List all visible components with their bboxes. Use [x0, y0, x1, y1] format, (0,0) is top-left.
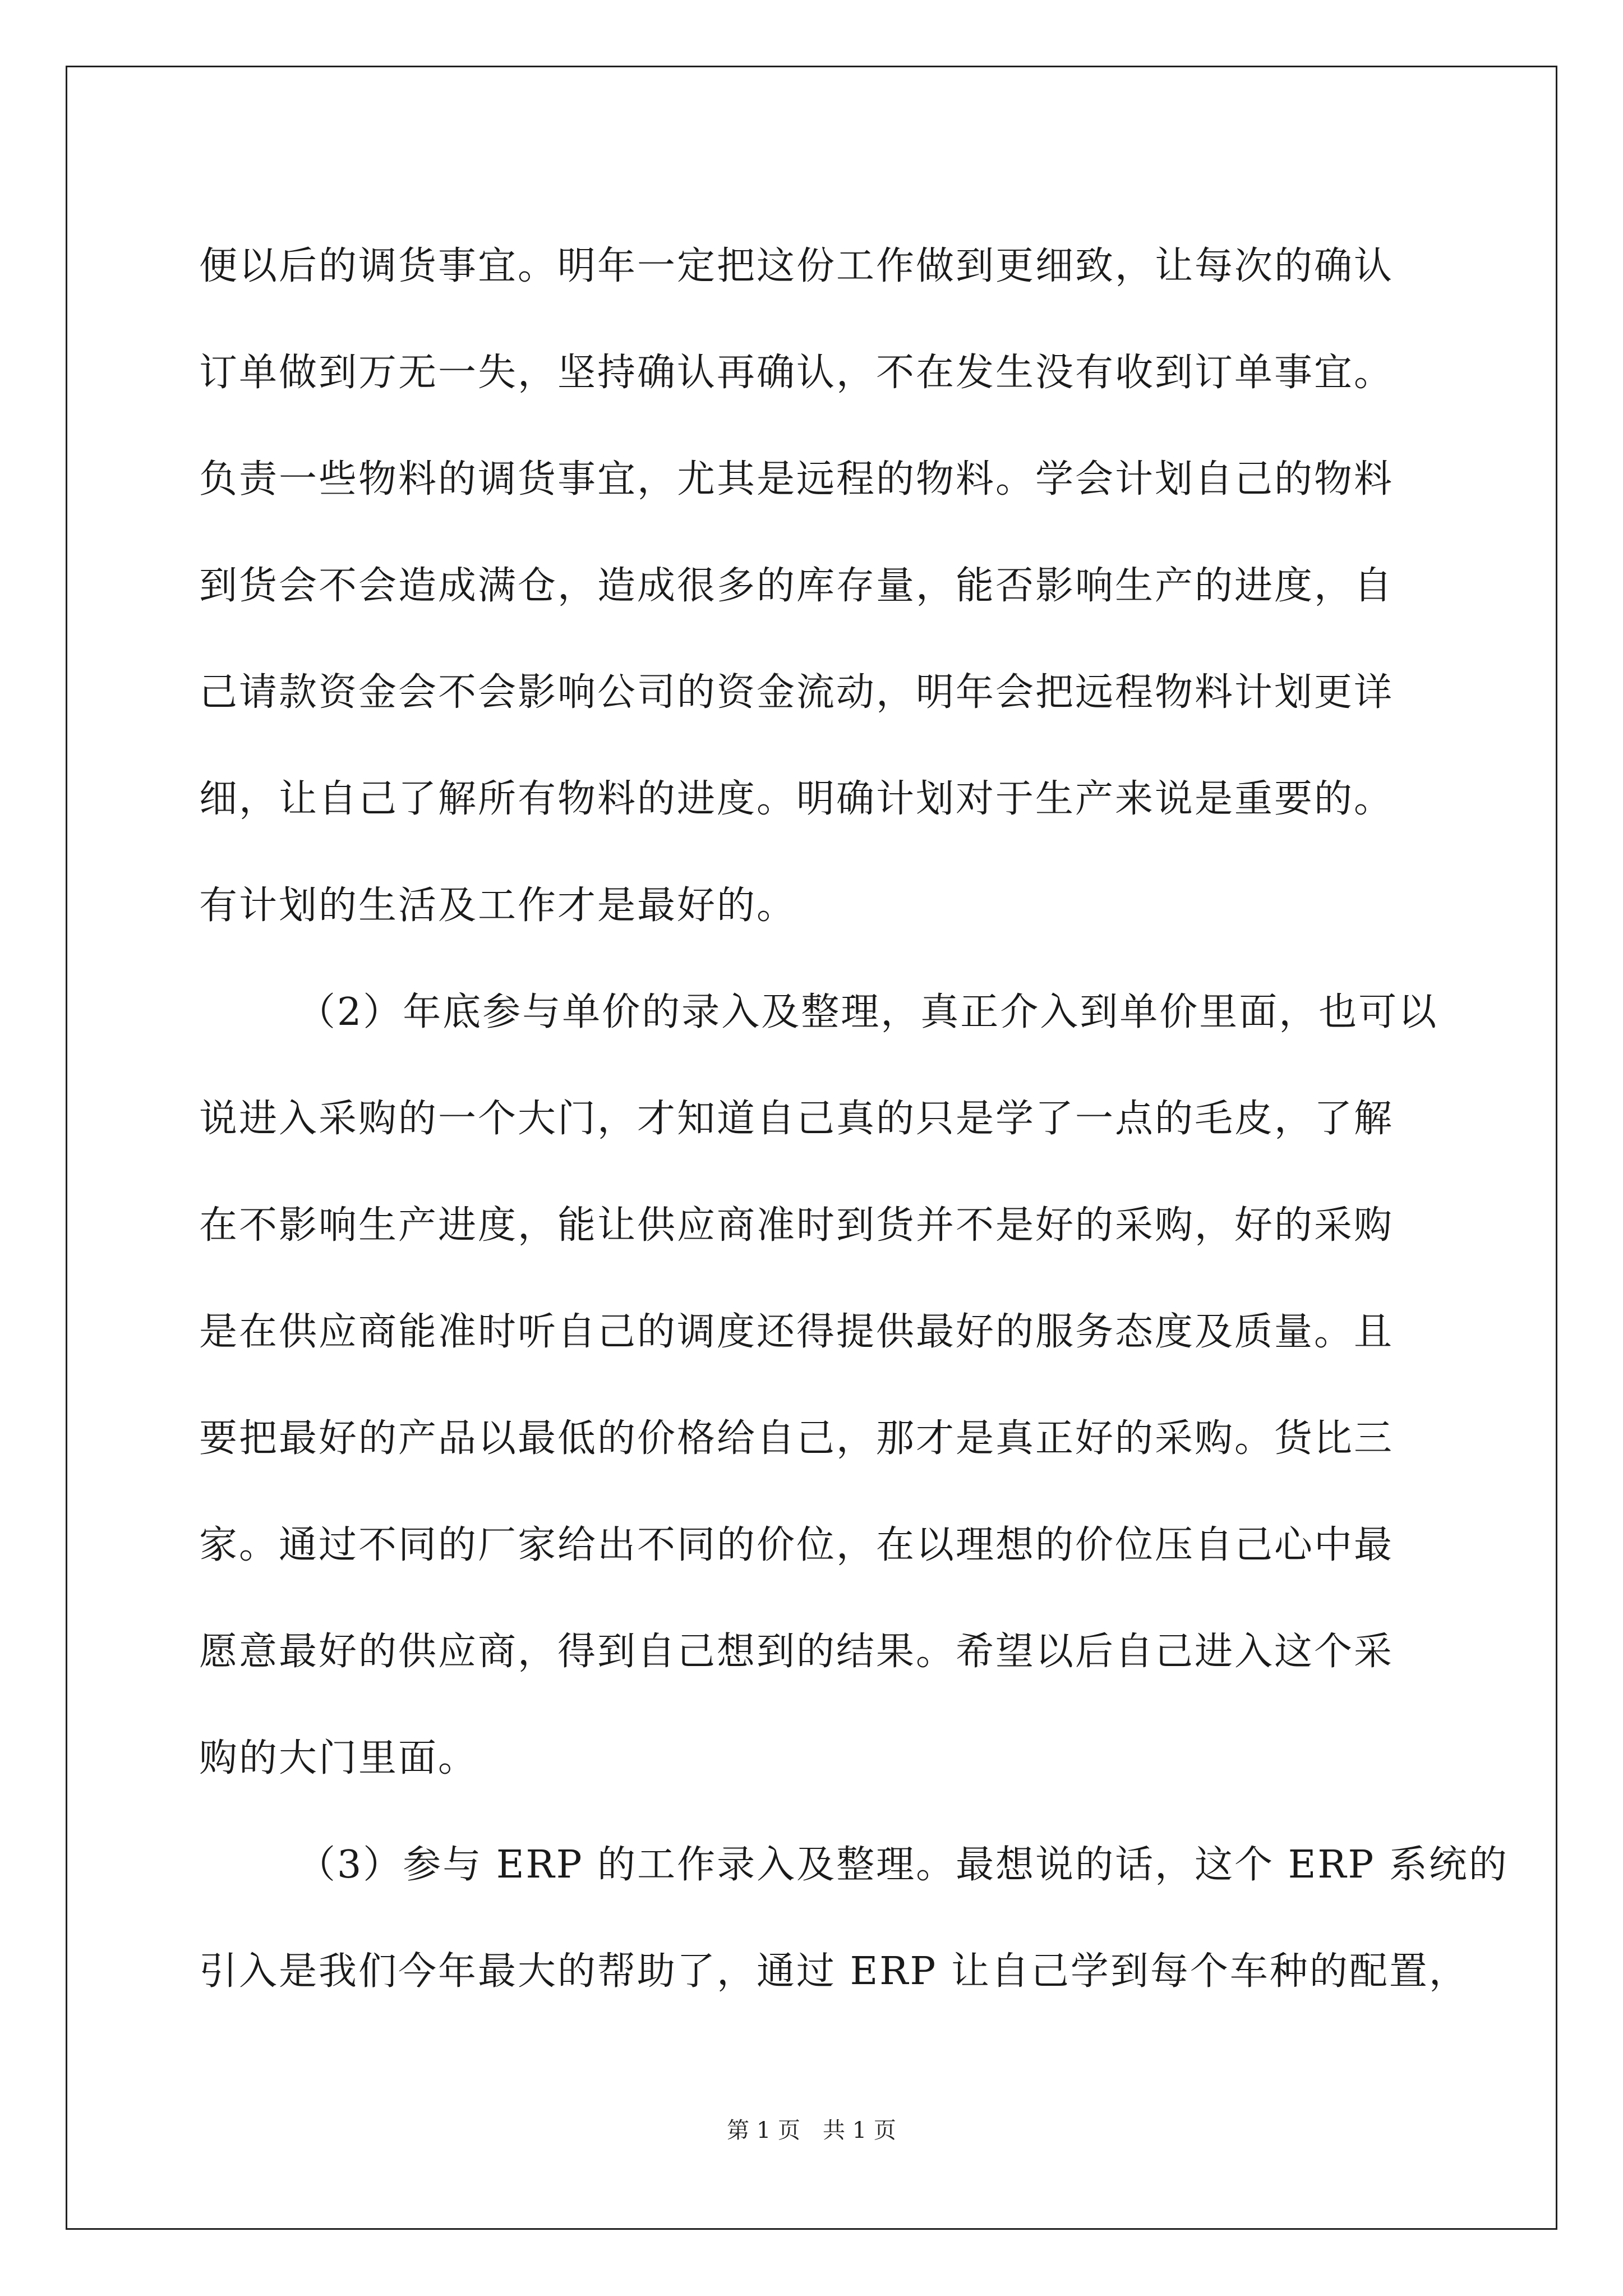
paragraph-start-line: （2）年底参与单价的录入及整理，真正介入到单价里面，也可以	[297, 990, 1438, 1034]
text-line: 细，让自己了解所有物料的进度。明确计划对于生产来说是重要的。	[199, 777, 1394, 821]
document-body	[199, 213, 1509, 2025]
text-line: 负责一些物料的调货事宜，尤其是远程的物料。学会计划自己的物料	[199, 457, 1394, 501]
text-line: 购的大门里面。	[199, 1736, 478, 1780]
text-line: 愿意最好的供应商，得到自己想到的结果。希望以后自己进入这个采	[199, 1630, 1394, 1674]
text-line: 要把最好的产品以最低的价格给自己，那才是真正好的采购。货比三	[199, 1416, 1394, 1461]
text-line: 在不影响生产进度，能让供应商准时到货并不是好的采购，好的采购	[199, 1203, 1394, 1248]
page-footer	[0, 2114, 1623, 2147]
text-line: 订单做到万无一失，坚持确认再确认，不在发生没有收到订单事宜。	[199, 351, 1394, 395]
paragraph-start-line: （3）参与 ERP 的工作录入及整理。最想说的话，这个 ERP 系统的	[297, 1843, 1509, 1887]
text-line: 说进入采购的一个大门，才知道自己真的只是学了一点的毛皮，了解	[199, 1097, 1394, 1141]
text-line: 引入是我们今年最大的帮助了，通过 ERP 让自己学到每个车种的配置，	[199, 1949, 1469, 1994]
text-line: 有计划的生活及工作才是最好的。	[199, 884, 797, 928]
text-line: 便以后的调货事宜。明年一定把这份工作做到更细致，让每次的确认	[199, 244, 1394, 288]
text-line: 己请款资金会不会影响公司的资金流动，明年会把远程物料计划更详	[199, 670, 1394, 715]
text-line: 是在供应商能准时听自己的调度还得提供最好的服务态度及质量。且	[199, 1310, 1394, 1354]
page-number: 第 1 页 共 1 页	[727, 2118, 896, 2143]
text-line: 家。通过不同的厂家给出不同的价位，在以理想的价位压自己心中最	[199, 1523, 1394, 1567]
text-line: 到货会不会造成满仓，造成很多的库存量，能否影响生产的进度，自	[199, 564, 1394, 608]
